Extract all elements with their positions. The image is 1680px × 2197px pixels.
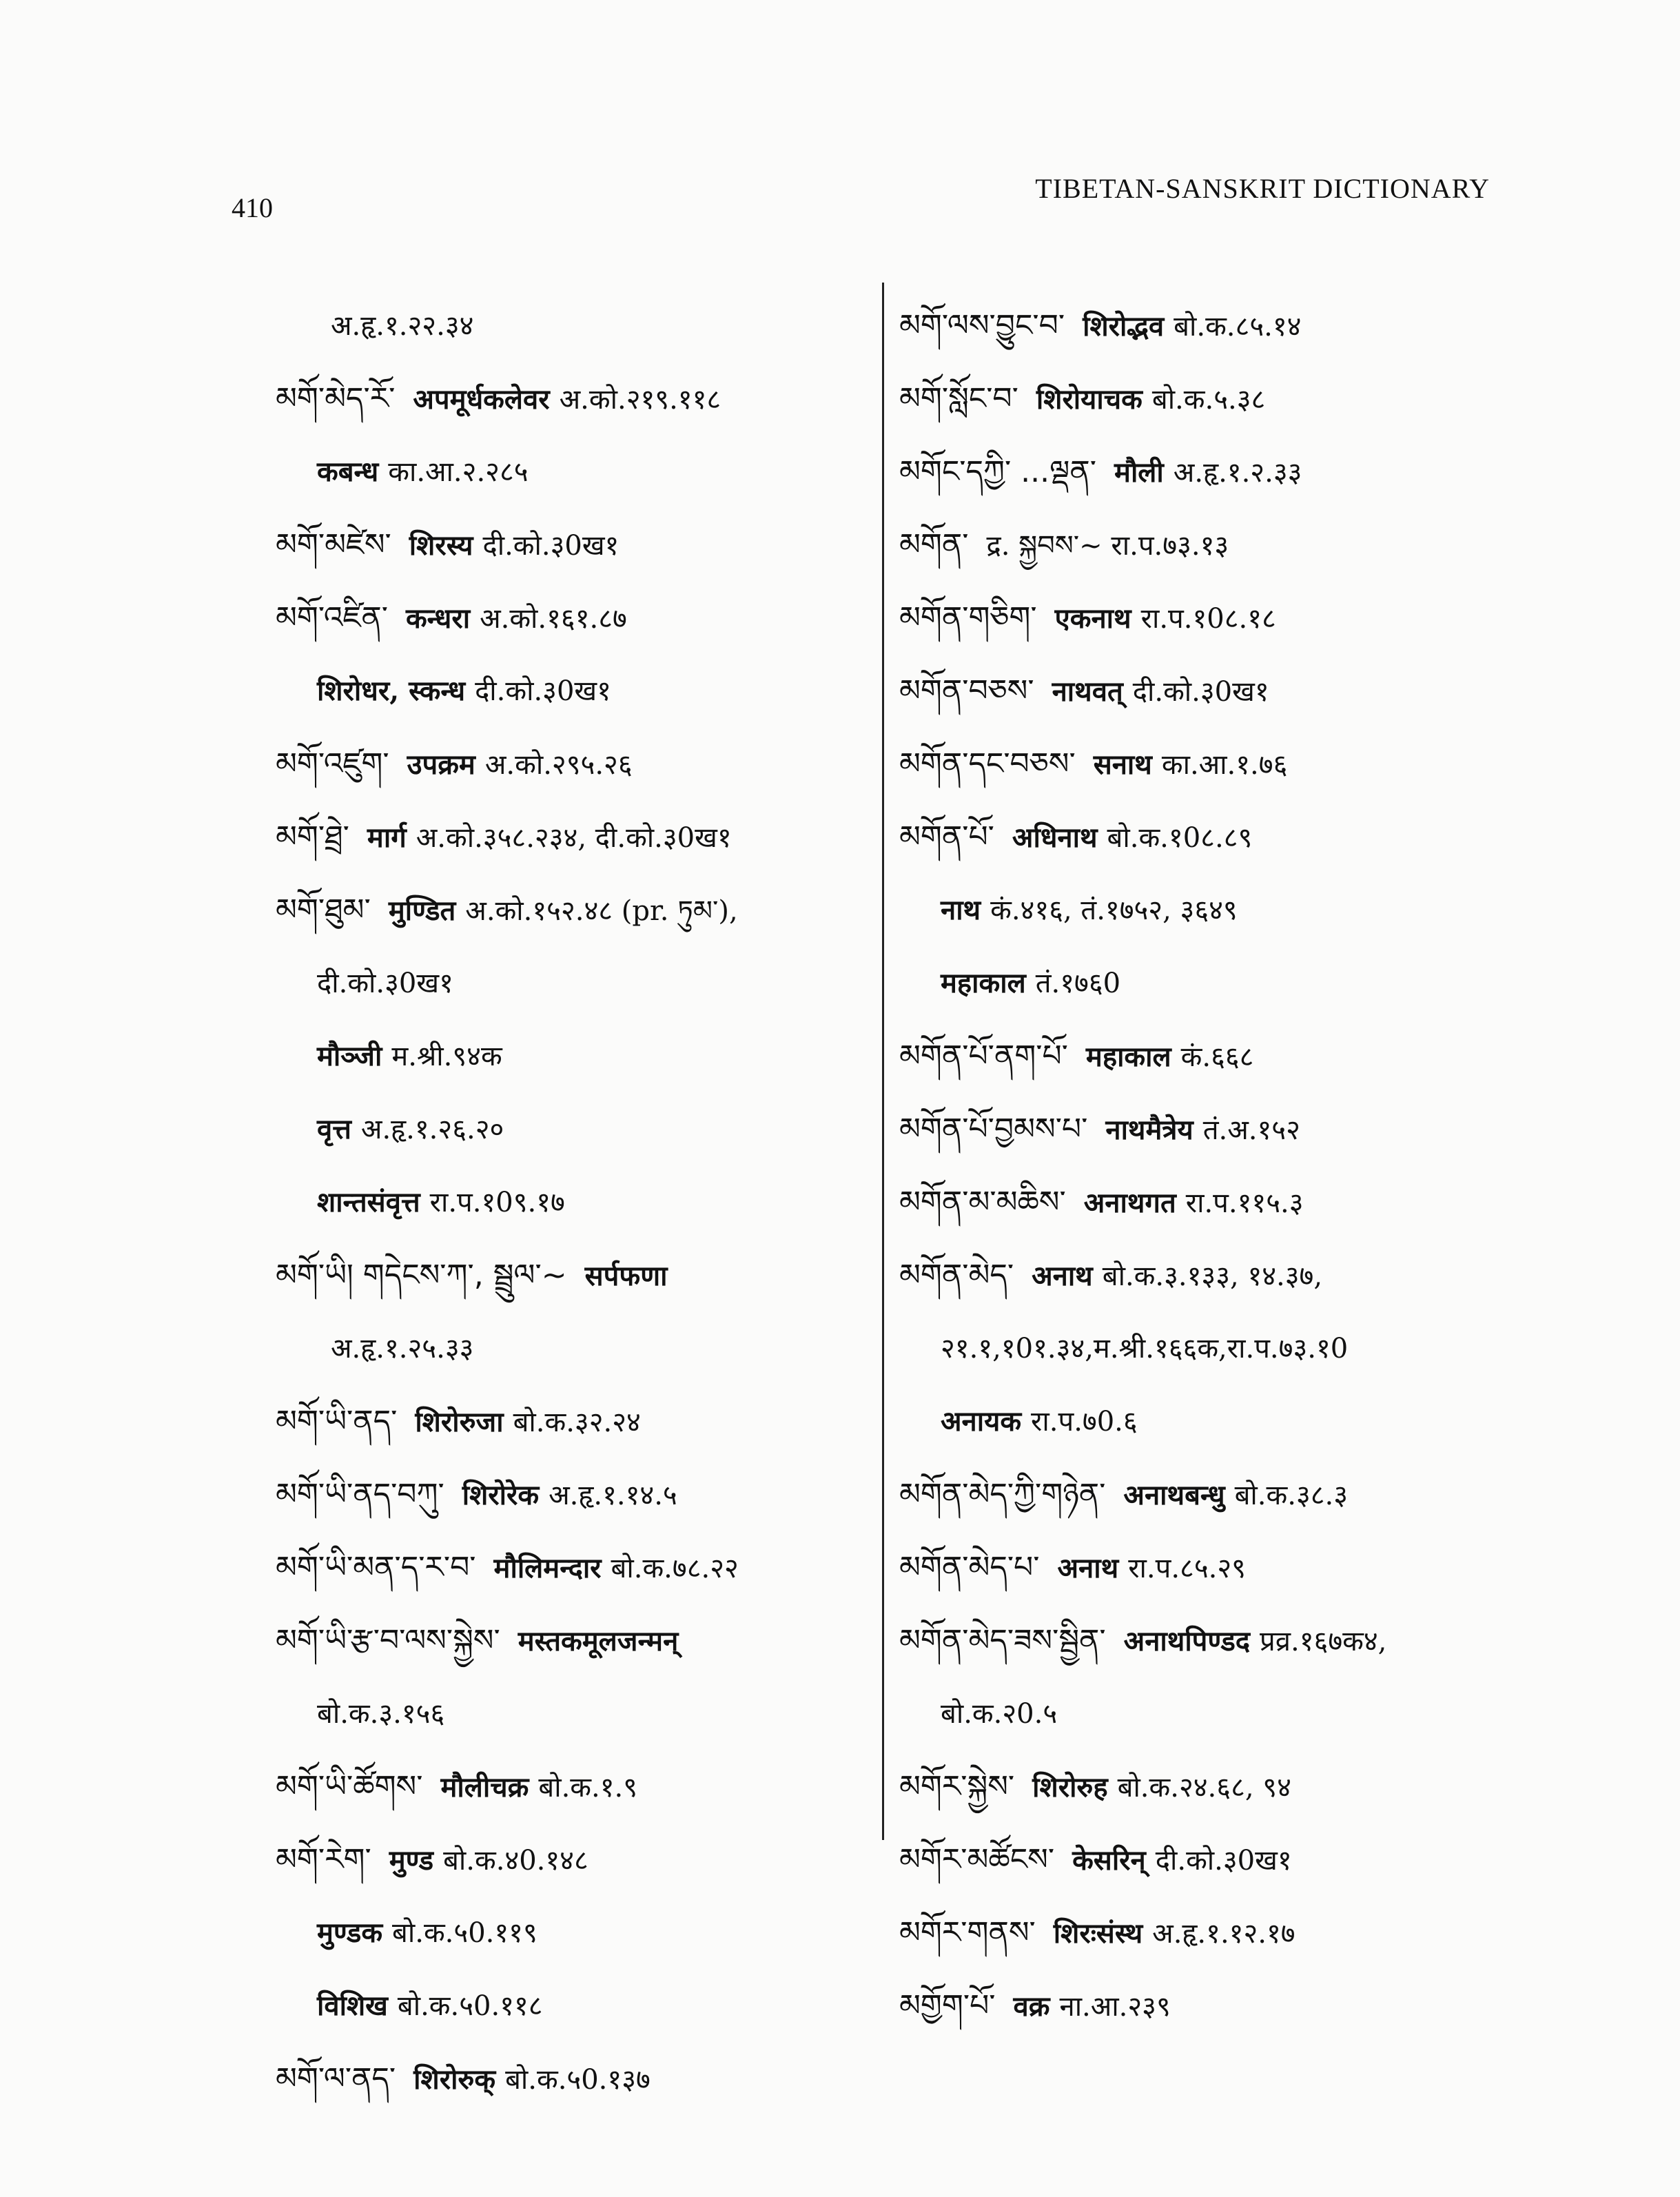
reference: बो.क.३२.२४: [513, 1407, 641, 1438]
dictionary-line: [899, 1093, 1533, 1166]
dictionary-line: [899, 362, 1533, 436]
sanskrit-term: वृत्त: [317, 1113, 351, 1145]
reference: बो.क.४0.१४८: [443, 1845, 588, 1877]
dictionary-line: [276, 436, 882, 509]
reference: का.आ.१.७६: [1161, 749, 1288, 781]
tibetan-headword: མགོ་མེད་རོ་: [276, 381, 396, 416]
sanskrit-term: शान्तसंवृत्त: [317, 1186, 420, 1218]
reference: तं.अ.१५२: [1202, 1114, 1300, 1146]
running-head: TIBETAN-SANSKRIT DICTIONARY: [1035, 173, 1490, 204]
reference: अ.को.२१९.११८: [559, 384, 721, 416]
reference: दी.को.३0ख१: [317, 968, 453, 999]
reference: बो.क.५0.११९: [392, 1917, 537, 1949]
reference: रा.प.११५.३: [1185, 1187, 1304, 1219]
reference: का.आ.२.२८५: [388, 456, 529, 488]
reference: अ.हृ.१.२५.३३: [331, 1333, 474, 1365]
tibetan-headword: མགོ་འཛུག་: [276, 746, 389, 781]
tibetan-headword: མགོན་པོ་བྱམས་པ་: [899, 1112, 1088, 1147]
dictionary-line: [899, 289, 1533, 362]
dictionary-line: [899, 1020, 1533, 1093]
tibetan-headword: མགོ་སློང་བ་: [899, 381, 1018, 416]
dictionary-line: [899, 801, 1533, 874]
dictionary-line: [276, 874, 882, 947]
sanskrit-term: सनाथ: [1093, 748, 1152, 781]
left-column: [276, 289, 882, 2116]
reference: बो.क.१.९: [538, 1772, 638, 1803]
dictionary-line: [899, 655, 1533, 728]
sanskrit-term: शिरःसंस्थ: [1053, 1917, 1143, 1950]
reference: बो.क.३.१३३, १४.३७,: [1102, 1260, 1323, 1292]
dictionary-line: [899, 1897, 1533, 1970]
sanskrit-term: मौलीचक्र: [440, 1771, 529, 1803]
sanskrit-term: शिरोधर, स्कन्ध: [317, 675, 466, 707]
sanskrit-term: अनाथ: [1057, 1552, 1119, 1584]
dictionary-line: [276, 1458, 882, 1531]
tibetan-headword: མགོ་ཡི་མན་ད་ར་བ་: [276, 1550, 476, 1585]
dictionary-line: [276, 1312, 882, 1385]
reference: बो.क.१0८.८९: [1107, 822, 1253, 854]
dictionary-line: [899, 1385, 1533, 1458]
dictionary-line: [899, 509, 1533, 582]
reference: कं.६६८: [1180, 1041, 1254, 1073]
sanskrit-term: शिरोरुजा: [415, 1406, 504, 1438]
sanskrit-term: उपक्रम: [407, 748, 475, 781]
sanskrit-term: मार्ग: [367, 821, 407, 854]
reference: रा.प.८५.२९: [1128, 1553, 1246, 1584]
dictionary-line: [276, 655, 882, 728]
tibetan-headword: མགོན་དང་བཅས་: [899, 746, 1076, 781]
sanskrit-term: सर्पफणा: [584, 1260, 668, 1292]
dictionary-line: [899, 1239, 1533, 1312]
sanskrit-term: महाकाल: [1085, 1041, 1171, 1073]
sanskrit-term: महाकाल: [941, 967, 1026, 999]
tibetan-headword: མགོ་ཡི་ནད་: [276, 1404, 398, 1439]
reference: बो.क.३८.३: [1234, 1480, 1349, 1511]
sanskrit-term: नाथ: [941, 894, 981, 926]
reference: अ.हृ.१.१४.५: [549, 1480, 677, 1511]
reference: बो.क.५0.१३७: [505, 2064, 651, 2096]
tibetan-headword: མགོར་གནས་: [899, 1915, 1036, 1950]
dictionary-line: [276, 1897, 882, 1970]
reference: बो.क.७८.२२: [611, 1553, 739, 1584]
reference: कं.४१६, तं.१७५२, ३६४९: [990, 895, 1238, 926]
tibetan-headword: མགོང་དཀྱི་ ...ལྡན་: [899, 454, 1097, 489]
tibetan-headword: མགོན་མེད་ཟས་སྦྱིན་: [899, 1623, 1106, 1658]
tibetan-headword: མགོར་སྐྱེས་: [899, 1769, 1015, 1804]
tibetan-headword: མགོན་མེད་: [899, 1258, 1014, 1293]
dictionary-line: [899, 728, 1533, 801]
dictionary-line: [276, 1239, 882, 1312]
tibetan-headword: མགོ་ཐུམ་: [276, 892, 371, 928]
sanskrit-term: मुण्डक: [317, 1917, 383, 1949]
dictionary-line: [276, 289, 882, 362]
dictionary-line: [276, 1604, 882, 1677]
reference: रा.प.७0.६: [1031, 1406, 1138, 1438]
reference: म.श्री.९४क: [391, 1041, 502, 1072]
dictionary-line: [276, 1385, 882, 1458]
sanskrit-term: अधिनाथ: [1012, 821, 1098, 854]
tibetan-headword: མགོ་འཛིན་: [276, 600, 388, 635]
sanskrit-term: अपमूर्धकलेवर: [413, 383, 550, 416]
tibetan-headword: མགོ་ཡི། གདེངས་ཀ་, སྦྲུལ་~: [276, 1258, 567, 1293]
dictionary-line: [276, 1677, 882, 1750]
dictionary-line: [276, 1823, 882, 1897]
tibetan-headword: མགོན་བཅས་: [899, 673, 1034, 708]
reference: दी.को.३0ख१: [482, 530, 619, 562]
dictionary-line: [276, 1531, 882, 1604]
reference: बो.क.५0.११८: [397, 1990, 543, 2022]
page-number: 410: [232, 192, 273, 223]
sanskrit-term: अनाथगत: [1083, 1187, 1176, 1219]
sanskrit-term: शिरोरेक: [462, 1479, 540, 1511]
tibetan-headword: མགོན་མ་མཆིས་: [899, 1185, 1066, 1220]
tibetan-headword: མགོན་པོ་ནག་པོ་: [899, 1039, 1068, 1074]
dictionary-line: [899, 1750, 1533, 1823]
dictionary-line: [899, 1166, 1533, 1239]
right-column: [899, 289, 1533, 2043]
tibetan-headword: མགོན་གཅིག་: [899, 600, 1037, 635]
tibetan-headword: མགྱོག་པོ་: [899, 1988, 996, 2023]
sanskrit-term: कन्धरा: [405, 602, 471, 635]
reference: अ.हृ.१.२६.२०: [360, 1114, 504, 1145]
sanskrit-term: मस्तकमूलजन्मन्: [518, 1625, 679, 1657]
dictionary-line: [276, 728, 882, 801]
reference: बो.क.८५.१४: [1174, 311, 1302, 343]
reference: बो.क.२0.५: [941, 1698, 1058, 1730]
sanskrit-term: एकनाथ: [1054, 602, 1131, 635]
column-divider: [882, 283, 884, 1840]
tibetan-headword: མགོ་ཡི་ཚོགས་: [276, 1769, 423, 1804]
sanskrit-term: मुण्डित: [388, 895, 456, 927]
reference: अ.हृ.१.२२.३४: [331, 310, 474, 342]
dictionary-line: [276, 1166, 882, 1239]
reference: २१.१,१0१.३४,म.श्री.१६६क,रा.प.७३.१0: [941, 1333, 1349, 1365]
dictionary-line: [276, 947, 882, 1020]
sanskrit-term: अनायक: [941, 1405, 1022, 1438]
reference: बो.क.३.१५६: [317, 1698, 445, 1730]
tibetan-headword: མགོན་མེད་ཀྱི་གཉེན་: [899, 1477, 1106, 1512]
reference: दी.को.३0ख१: [1132, 676, 1269, 708]
sanskrit-term: कबन्ध: [317, 456, 379, 488]
sanskrit-term: शिरोरुक्: [413, 2063, 496, 2096]
reference: दी.को.३0ख१: [475, 675, 611, 707]
sanskrit-term: शिरोरुह: [1032, 1771, 1108, 1803]
tibetan-headword: མགོན་པོ་: [899, 819, 994, 855]
reference: अ.हृ.१.२.३३: [1173, 457, 1302, 489]
dictionary-line: [899, 874, 1533, 947]
dictionary-line: [899, 947, 1533, 1020]
tibetan-headword: མགོ་ལས་བྱུང་བ་: [899, 308, 1065, 343]
dictionary-line: [276, 1970, 882, 2043]
dictionary-line: [899, 1677, 1533, 1750]
reference: अ.को.१५२.४८ (pr. ཏུམ་),: [465, 895, 738, 927]
reference: अ.हृ.१.१२.१७: [1152, 1918, 1295, 1950]
sanskrit-term: वक्र: [1013, 1990, 1050, 2023]
sanskrit-term: केसरिन्: [1072, 1844, 1146, 1877]
sanskrit-term: अनाथ: [1032, 1260, 1093, 1292]
tibetan-headword: མགོ་ཡི་ནད་བཀུ་: [276, 1477, 444, 1512]
dictionary-line: [899, 582, 1533, 655]
dictionary-line: [899, 1604, 1533, 1677]
dictionary-line: [276, 1093, 882, 1166]
sanskrit-term: अनाथबन्धु: [1123, 1479, 1225, 1511]
sanskrit-term: शिरोद्भव: [1083, 310, 1165, 343]
sanskrit-term: विशिख: [317, 1990, 388, 2022]
dictionary-line: [899, 1312, 1533, 1385]
sanskrit-term: मौली: [1114, 456, 1164, 489]
reference: द्र. སྐྱབས་~ रा.प.७३.१३: [986, 530, 1229, 562]
reference: अ.को.३५८.२३४, दी.को.३0ख१: [416, 822, 732, 854]
tibetan-headword: མགོ་མཛེས་: [276, 527, 391, 562]
reference: दी.को.३0ख१: [1155, 1845, 1292, 1877]
tibetan-headword: མགོ་ཐྲེ་: [276, 819, 349, 855]
tibetan-headword: མགོ་ལ་ནད་: [276, 2061, 396, 2096]
reference: अ.को.१६१.८७: [480, 603, 627, 635]
dictionary-line: [276, 2043, 882, 2116]
sanskrit-term: शिरोयाचक: [1036, 383, 1143, 416]
sanskrit-term: अनाथपिण्डद: [1123, 1625, 1251, 1657]
sanskrit-term: मौलिमन्दार: [493, 1552, 602, 1584]
dictionary-line: [276, 801, 882, 874]
dictionary-line: [899, 1458, 1533, 1531]
sanskrit-term: मौञ्जी: [317, 1040, 382, 1072]
reference: बो.क.२४.६८, ९४: [1117, 1772, 1291, 1803]
dictionary-line: [899, 1970, 1533, 2043]
reference: अ.को.२९५.२६: [484, 749, 633, 781]
reference: बो.क.५.३८: [1151, 384, 1266, 416]
tibetan-headword: མགོན་མེད་པ་: [899, 1550, 1040, 1585]
reference: रा.प.१0९.१७: [429, 1187, 565, 1218]
dictionary-line: [276, 509, 882, 582]
dictionary-line: [276, 1020, 882, 1093]
dictionary-line: [899, 1823, 1533, 1897]
dictionary-line: [276, 582, 882, 655]
reference: ना.आ.२३९: [1059, 1991, 1171, 2023]
dictionary-line: [276, 362, 882, 436]
tibetan-headword: མགོར་མཚོངས་: [899, 1842, 1055, 1877]
dictionary-line: [899, 1531, 1533, 1604]
sanskrit-term: मुण्ड: [389, 1844, 434, 1877]
reference: प्रव्र.१६७क४,: [1260, 1626, 1387, 1657]
reference: रा.प.१0८.१८: [1140, 603, 1276, 635]
tibetan-headword: མགོ་ཡི་རྩ་བ་ལས་སྐྱེས་: [276, 1623, 500, 1658]
dictionary-line: [899, 436, 1533, 509]
dictionary-line: [276, 1750, 882, 1823]
tibetan-headword: མགོ་རེག་: [276, 1842, 371, 1877]
reference: तं.१७६0: [1035, 968, 1121, 999]
tibetan-headword: མགོན་: [899, 527, 969, 562]
sanskrit-term: शिरस्य: [409, 529, 473, 562]
sanskrit-term: नाथमैत्रेय: [1105, 1114, 1194, 1146]
sanskrit-term: नाथवत्: [1052, 675, 1123, 708]
